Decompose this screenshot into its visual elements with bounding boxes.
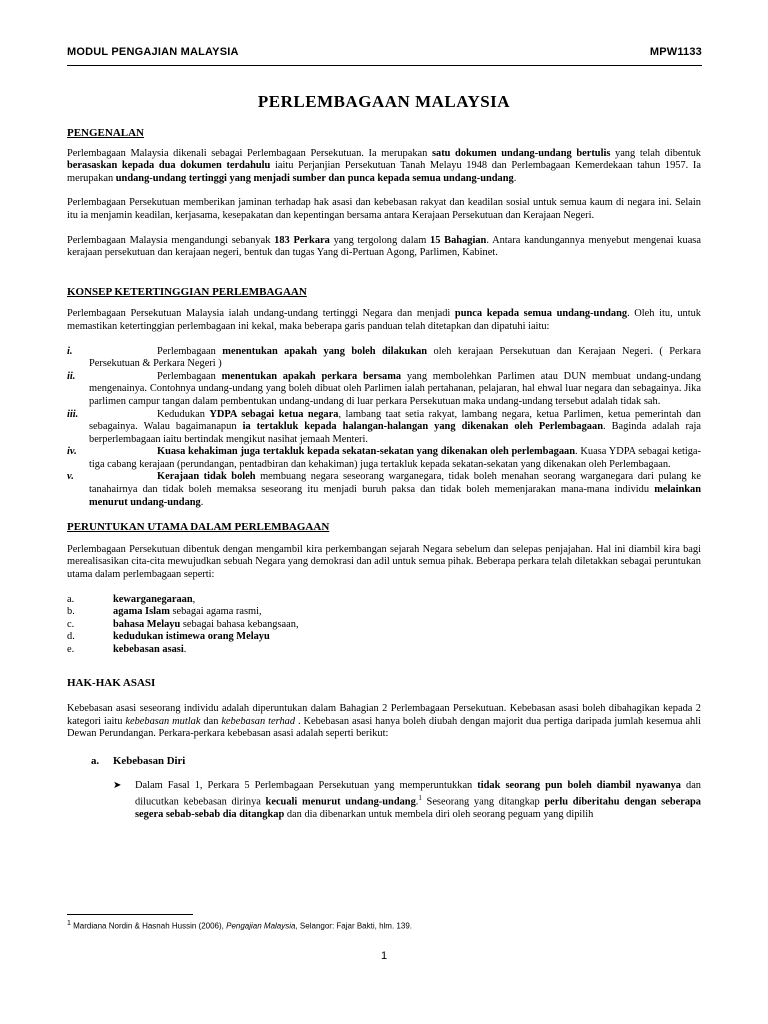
list-item [67, 644, 701, 657]
list-item-number: d. [67, 631, 75, 643]
list-item-number: iii. [67, 408, 79, 420]
paragraph-pengenalan-3: Perlembagaan Malaysia mengandungi sebanyak 183 Perkara yang tergolong dalam 15 Bahagian. Antara kandungannya menyebut mengenai kuasa kerajaan persekutuan dan kerajaan negeri, bentuk dan tugas Yang di-Pertuan Agong, Parlimen, Kabinet. [67, 234, 701, 259]
konsep-list [67, 346, 701, 510]
header-module-title: MODUL PENGAJIAN MALAYSIA [67, 46, 239, 58]
page-number: 1 [380, 950, 388, 962]
section-heading-pengenalan: PENGENALAN [67, 127, 145, 139]
list-item-text: Perlembagaan menentukan apakah perkara bersama yang membolehkan Parlimen atau DUN membuat undang-undang mengenainya. Contohnya undang-undang yang boleh dibuat oleh Parlimen ialah pertahanan, pelajaran, hal ehwal luar negara dan sebagainya. Jika parlimen campur tangan dalam pembentukan undang-undang di luar perkara Persekutuan maka undang-undang tersebut adalah tidak sah. [89, 370, 701, 407]
list-item-number: c. [67, 618, 75, 630]
list-item-number: iv. [67, 446, 77, 458]
list-item-text: kebebasan asasi. [113, 644, 187, 655]
list-item [67, 371, 701, 409]
list-item-text: Kedudukan YDPA sebagai ketua negara, lambang taat setia rakyat, lambang negara, ketua Parlimen, ketua pemerintah dan sebagainya. Walau bagaimanapun ia tertakluk kepada halangan-halangan yang dikenakan oleh Perlembagaan. Baginda adalah raja berperlembagaan iaitu bertindak mengikut nasihat jemaah Menteri. [89, 408, 702, 445]
paragraph-pengenalan-2: Perlembagaan Persekutuan memberikan jaminan terhadap hak asasi dan kebebasan rakyat dan keadilan sosial untuk semua kaum di negara ini. Selain itu ia menjamin keadilan, kerjasama, kesepakatan dan kepentingan bersama antara Kerajaan Persekutuan dan Kerajaan Negeri. [67, 197, 701, 221]
header-course-code: MPW1133 [649, 46, 702, 58]
bullet-item-text: Dalam Fasal 1, Perkara 5 Perlembagaan Persekutuan yang memperuntukkan tidak seorang pun boleh diambil nyawanya dan dilucutkan kebebasan dirinya kecuali menurut undang-undang.$^1$ Seseorang yang ditangkap perlu diberitahu dengan seberapa segera sebab-sebab dia ditangkap dan dia dibenarkan untuk membela diri oleh seorang peguam yang dipilih [135, 779, 701, 821]
section-heading-peruntukan: PERUNTUKAN UTAMA DALAM PERLEMBAGAAN [67, 521, 330, 534]
footnote-reference[interactable]: 1 [418, 794, 422, 803]
list-item-text: Perlembagaan menentukan apakah yang boleh dilakukan oleh kerajaan Persekutuan dan Kerajaan Negeri. ( Perkara Persekutuan & Perkara Negeri ) [89, 345, 701, 370]
list-item-text: kewarganegaraan, [113, 593, 196, 605]
subsection-heading: a. Kebebasan Diri [91, 754, 186, 767]
list-item-text: Kerajaan tidak boleh membuang negara seseorang warganegara, tidak boleh menahan seorang warganegara dari pulang ke tanahairnya dan tidak boleh memaksa seseorang itu menjadi buruh paksa dan tidak boleh memenjarakan mana-mana individu melainkan menurut undang-undang. [89, 471, 701, 508]
list-item [67, 619, 701, 632]
section-heading-hak-asasi: HAK-HAK ASASI [67, 676, 156, 689]
list-item-number: i. [67, 345, 73, 357]
list-item [67, 346, 701, 371]
list-item [67, 409, 701, 447]
list-item [67, 594, 701, 607]
footnote-divider [67, 914, 193, 915]
list-item [67, 446, 701, 471]
paragraph-peruntukan-intro: Perlembagaan Persekutuan dibentuk dengan mengambil kira perkembangan sejarah Negara sebelum dan selepas penjajahan. Hal ini diambil kira bagi merealisasikan cita-cita mewujudkan sebuah Negara yang demokrasi dan adil untuk semua pihak. Beberapa perkara telah diletakkan sebagai peruntukan utama dalam perlembagaan seperti: [67, 543, 701, 581]
paragraph-konsep-intro: Perlembagaan Persekutuan Malaysia ialah undang-undang tertinggi Negara dan menjadi punca kepada semua undang-undang. Oleh itu, untuk memastikan ketertinggian perlembagaan ini kekal, maka beberapa garis panduan telah ditetapkan dan dipatuhi iaitu: [67, 308, 701, 332]
list-item-text: agama Islam sebagai agama rasmi, [113, 606, 262, 618]
bullet-item [113, 780, 701, 822]
list-item-number: v. [67, 471, 74, 483]
arrow-bullet-icon: ➤ [113, 779, 122, 791]
page-title: PERLEMBAGAAN MALAYSIA [257, 92, 511, 111]
footnote: $^1$ Mardiana Nordin & Hasnah Hussin (2006), Pengajian Malaysia, Selangor: Fajar Bakti, hlm. 139. [67, 920, 412, 931]
list-item-text: bahasa Melayu sebagai bahasa kebangsaan, [113, 618, 299, 630]
list-item-number: b. [67, 606, 75, 618]
list-item [67, 471, 701, 509]
list-item [67, 631, 701, 644]
paragraph-pengenalan-1: Perlembagaan Malaysia dikenali sebagai Perlembagaan Persekutuan. Ia merupakan satu dokumen undang-undang bertulis yang telah dibentuk berasaskan kepada dua dokumen terdahulu iaitu Perjanjian Persekutuan Tanah Melayu 1948 dan Perlembagaan Kemerdekaan tahun 1957. Ia merupakan undang-undang tertinggi yang menjadi sumber dan punca kepada semua undang-undang. [67, 147, 701, 184]
document-body [67, 127, 701, 822]
list-item-text: Kuasa kehakiman juga tertakluk kepada sekatan-sekatan yang dikenakan oleh perlembagaan. Kuasa YDPA sebagai ketiga-tiga cabang kerajaan (perundangan, pentadbiran dan kehakiman) juga tertakluk kepada sekatan-sekatan yang dikenakan oleh Perlembagaan. [89, 446, 701, 470]
list-item [67, 606, 701, 619]
list-item-number: e. [67, 644, 75, 655]
section-heading-konsep: KONSEP KETERTINGGIAN PERLEMBAGAAN [67, 285, 307, 298]
header-divider [67, 65, 702, 66]
list-item-number: a. [67, 593, 75, 605]
list-item-text: kedudukan istimewa orang Melayu [113, 631, 270, 643]
list-item-number: ii. [67, 370, 76, 382]
peruntukan-list [67, 594, 701, 657]
paragraph-hak-intro: Kebebasan asasi seseorang individu adalah diperuntukan dalam Bahagian 2 Perlembagaan Persekutuan. Kebebasan asasi boleh dibahagikan kepada 2 kategori iaitu kebebasan mutlak dan kebebasan terhad . Kebebasan asasi hanya boleh diubah dengan majorit dua pertiga daripada jumlah kesemua ahli Dewan Perundangan. Perkara-perkara kebebasan asasi adalah seperti berikut: [67, 703, 702, 740]
